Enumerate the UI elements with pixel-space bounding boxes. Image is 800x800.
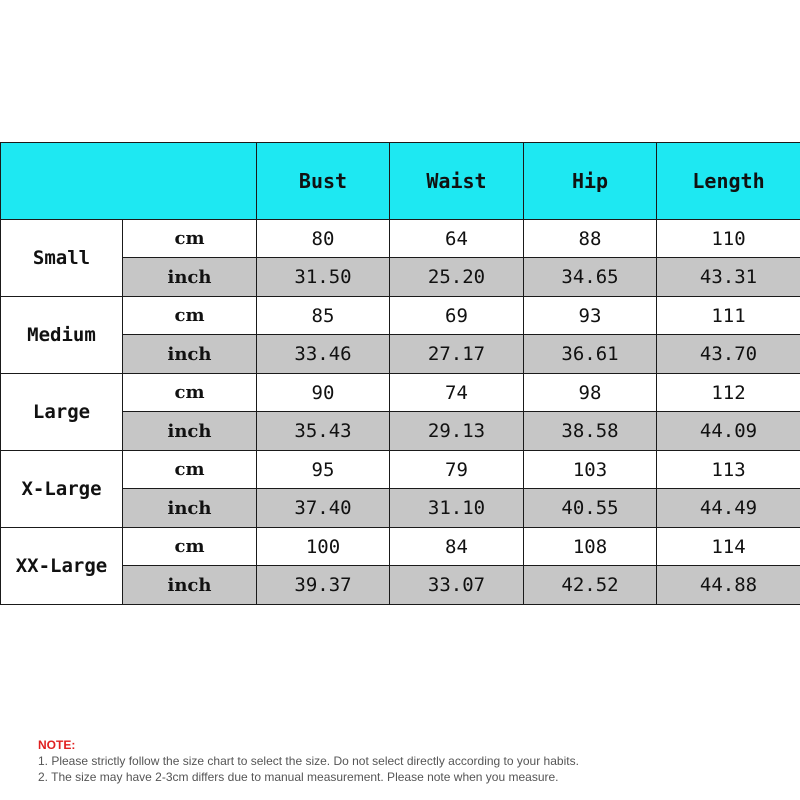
unit-label-inch: inch: [123, 412, 257, 451]
size-label: Small: [1, 220, 123, 297]
size-row-cm: [1, 451, 800, 489]
measurement-cell: 35.43: [257, 412, 390, 451]
measurement-cell: 74: [390, 374, 524, 412]
measurement-cell: 114: [657, 528, 800, 566]
note-line-2: 2. The size may have 2-3cm differs due to manual measurement. Please note when you measure.: [38, 770, 559, 784]
measurement-cell: 39.37: [257, 566, 390, 605]
measurement-cell: 44.88: [657, 566, 800, 605]
size-label: Large: [1, 374, 123, 451]
measurement-cell: 36.61: [524, 335, 657, 374]
note-title: NOTE:: [38, 738, 76, 752]
size-label: XX-Large: [1, 528, 123, 605]
unit-label-inch: inch: [123, 258, 257, 297]
unit-label-cm: cm: [123, 451, 257, 489]
measurement-cell: 33.07: [390, 566, 524, 605]
measurement-cell: 43.70: [657, 335, 800, 374]
measurement-cell: 112: [657, 374, 800, 412]
measurement-cell: 100: [257, 528, 390, 566]
size-row-cm: [1, 374, 800, 412]
measurement-cell: 85: [257, 297, 390, 335]
size-chart-body: [1, 143, 800, 605]
size-row-cm: [1, 297, 800, 335]
measurement-cell: 113: [657, 451, 800, 489]
measurement-cell: 84: [390, 528, 524, 566]
size-chart-table: [0, 142, 800, 605]
measurement-cell: 80: [257, 220, 390, 258]
measurement-cell: 40.55: [524, 489, 657, 528]
header-bust: Bust: [257, 143, 390, 220]
measurement-cell: 42.52: [524, 566, 657, 605]
note-section: [38, 737, 579, 785]
measurement-cell: 90: [257, 374, 390, 412]
header-row: [1, 143, 800, 220]
measurement-cell: 44.49: [657, 489, 800, 528]
measurement-cell: 27.17: [390, 335, 524, 374]
measurement-cell: 31.50: [257, 258, 390, 297]
size-label: Medium: [1, 297, 123, 374]
unit-label-cm: cm: [123, 374, 257, 412]
measurement-cell: 103: [524, 451, 657, 489]
measurement-cell: 95: [257, 451, 390, 489]
measurement-cell: 29.13: [390, 412, 524, 451]
header-length: Length: [657, 143, 800, 220]
header-hip: Hip: [524, 143, 657, 220]
unit-label-cm: cm: [123, 220, 257, 258]
measurement-cell: 93: [524, 297, 657, 335]
measurement-cell: 110: [657, 220, 800, 258]
unit-label-inch: inch: [123, 489, 257, 528]
size-row-cm: [1, 220, 800, 258]
size-row-cm: [1, 528, 800, 566]
header-waist: Waist: [390, 143, 524, 220]
measurement-cell: 31.10: [390, 489, 524, 528]
measurement-cell: 69: [390, 297, 524, 335]
measurement-cell: 33.46: [257, 335, 390, 374]
size-label: X-Large: [1, 451, 123, 528]
measurement-cell: 43.31: [657, 258, 800, 297]
measurement-cell: 34.65: [524, 258, 657, 297]
unit-label-cm: cm: [123, 297, 257, 335]
measurement-cell: 44.09: [657, 412, 800, 451]
measurement-cell: 88: [524, 220, 657, 258]
unit-label-inch: inch: [123, 335, 257, 374]
header-corner: [1, 143, 257, 220]
measurement-cell: 79: [390, 451, 524, 489]
unit-label-inch: inch: [123, 566, 257, 605]
unit-label-cm: cm: [123, 528, 257, 566]
measurement-cell: 64: [390, 220, 524, 258]
measurement-cell: 37.40: [257, 489, 390, 528]
measurement-cell: 111: [657, 297, 800, 335]
measurement-cell: 108: [524, 528, 657, 566]
measurement-cell: 25.20: [390, 258, 524, 297]
measurement-cell: 38.58: [524, 412, 657, 451]
note-line-1: 1. Please strictly follow the size chart to select the size. Do not select directly according to your habits.: [38, 754, 579, 768]
measurement-cell: 98: [524, 374, 657, 412]
